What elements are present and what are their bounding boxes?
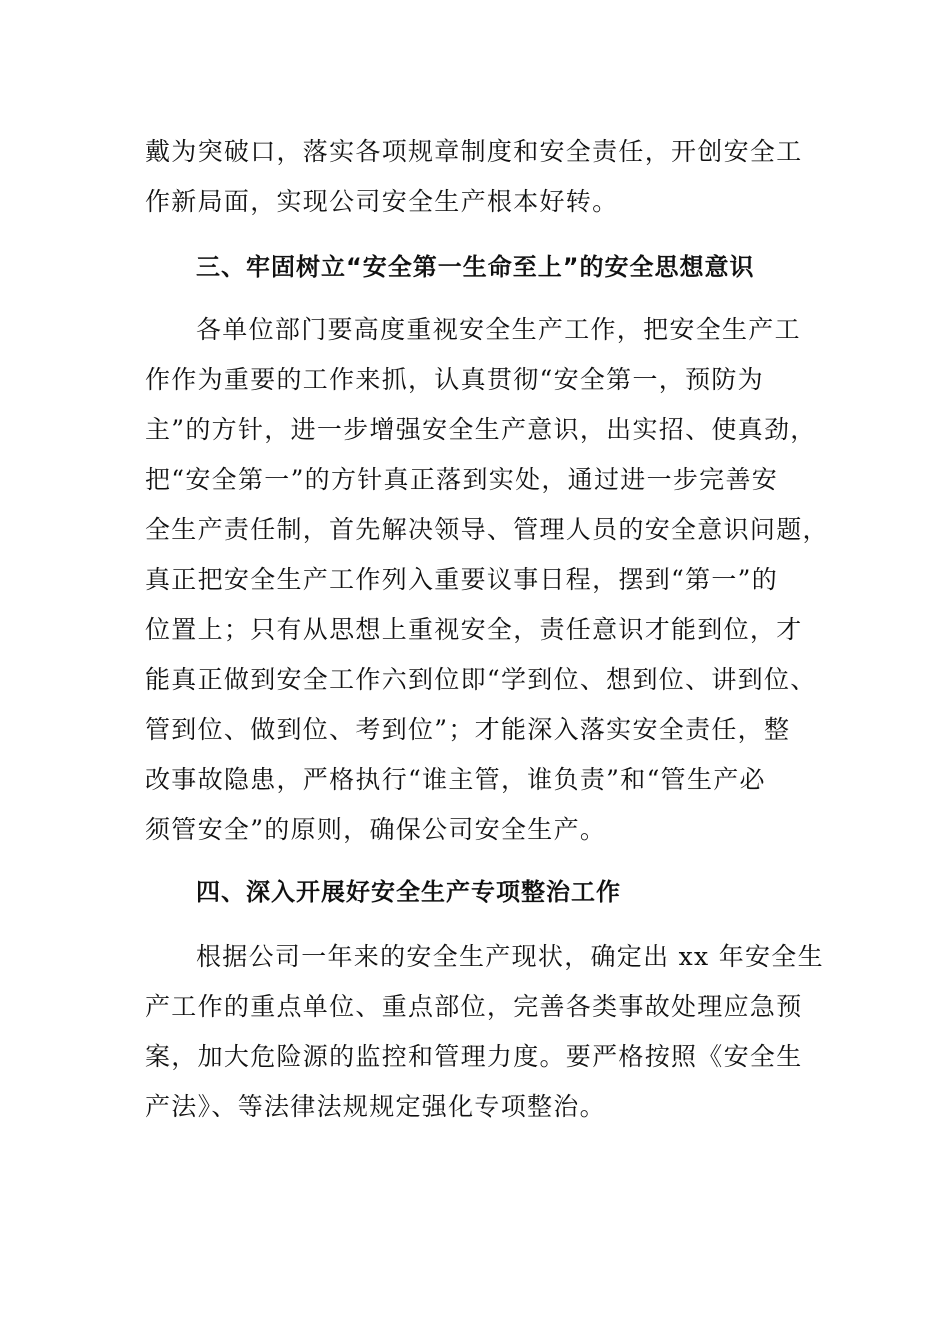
section-4-line-3: 案，加大危险源的监控和管理力度。要严格按照《安全生 — [145, 1042, 803, 1071]
section-3-line-7: 位置上；只有从思想上重视安全，责任意识才能到位，才 — [145, 615, 803, 644]
intro-line-1: 戴为突破口，落实各项规章制度和安全责任，开创安全工 — [145, 137, 803, 166]
section-3-line-2: 作作为重要的工作来抓，认真贯彻“安全第一，预防为 — [145, 365, 764, 394]
intro-line-2: 作新局面，实现公司安全生产根本好转。 — [145, 187, 619, 216]
section-3-line-11: 须管安全”的原则，确保公司安全生产。 — [145, 815, 607, 844]
section-3-line-10: 改事故隐患，严格执行“谁主管，谁负责”和“管生产必 — [145, 765, 766, 794]
section-3-line-4: 把“安全第一”的方针真正落到实处，通过进一步完善安 — [145, 465, 779, 494]
section-3-line-9: 管到位、做到位、考到位”；才能深入落实安全责任，整 — [145, 715, 791, 744]
section-4-line-4: 产法》、等法律法规规定强化专项整治。 — [145, 1092, 606, 1121]
section-3-line-1: 各单位部门要高度重视安全生产工作，把安全生产工 — [196, 315, 801, 344]
section-3-line-5: 全生产责任制，首先解决领导、管理人员的安全意识问题， — [145, 515, 829, 544]
section-4-line-2: 产工作的重点单位、重点部位，完善各类事故处理应急预 — [145, 992, 803, 1021]
section-4-heading: 四、深入开展好安全生产专项整治工作 — [196, 878, 621, 906]
section-3-line-3: 主”的方针，进一步增强安全生产意识，出实招、使真劲， — [145, 415, 817, 444]
section-3-line-6: 真正把安全生产工作列入重要议事日程，摆到“第一”的 — [145, 565, 779, 594]
section-3-line-8: 能真正做到安全工作六到位即“学到位、想到位、讲到位、 — [145, 665, 817, 694]
section-3-heading: 三、牢固树立“安全第一生命至上”的安全思想意识 — [196, 253, 755, 281]
section-4-line-1: 根据公司一年来的安全生产现状，确定出 xx 年安全生 — [196, 942, 824, 971]
